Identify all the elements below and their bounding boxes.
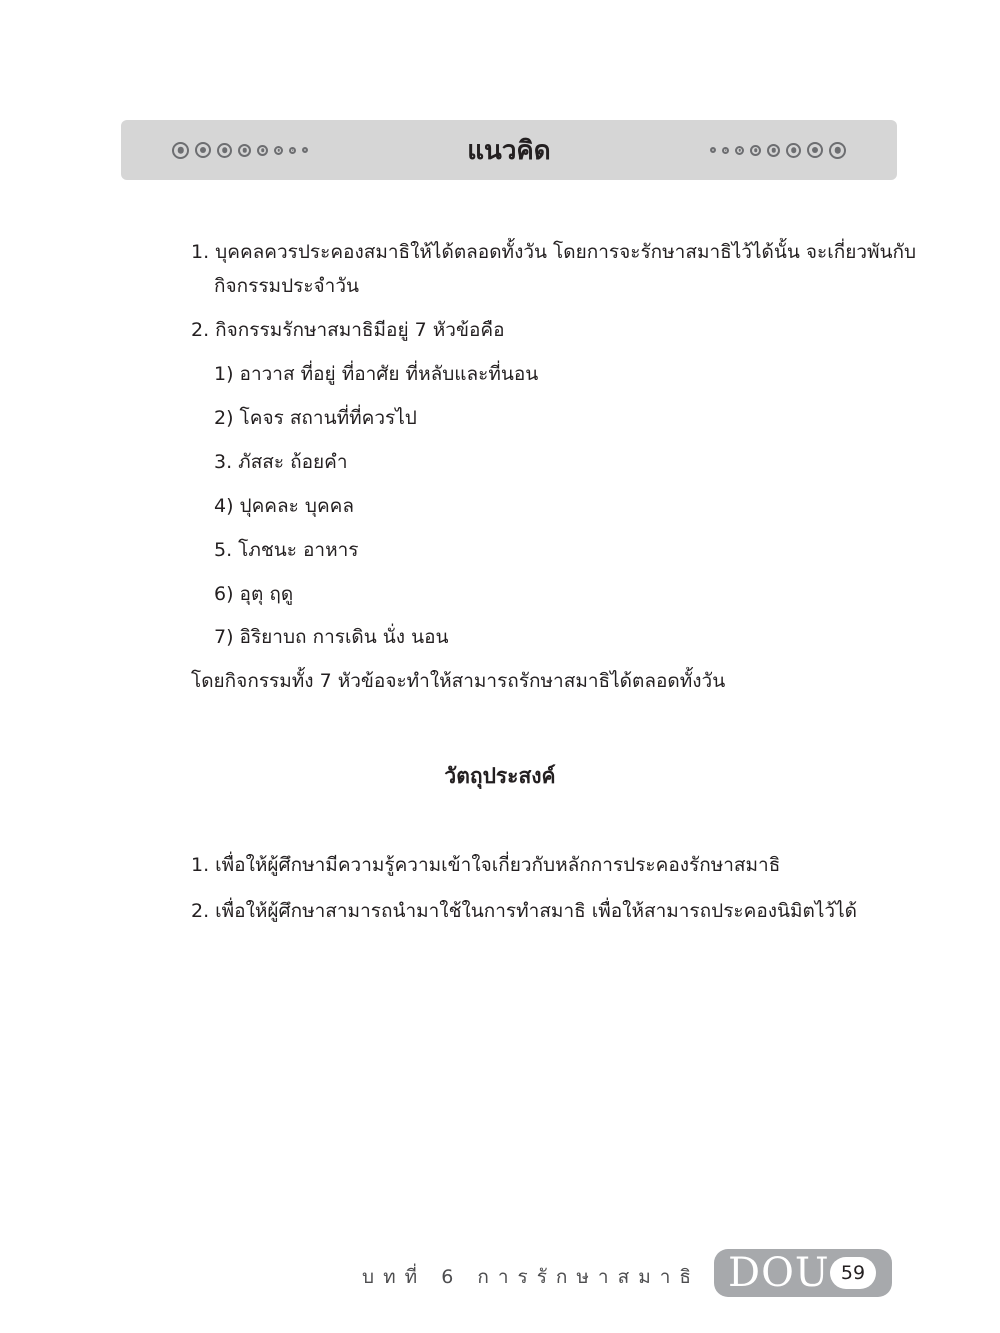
concept-subitem: 1) อาวาส ที่อยู่ ที่อาศัย ที่หลับและที่นอน: [214, 363, 539, 385]
circle-dot-icon: [786, 143, 801, 158]
concept-subitem: 6) อุตุ ฤดู: [214, 583, 294, 605]
circle-dot-icon: [829, 142, 846, 159]
page-title: แนวคิด: [467, 136, 551, 166]
circle-dot-icon: [767, 144, 780, 157]
circle-dot-icon: [735, 146, 744, 155]
footer-chapter-title: บทที่ 6 การรักษาสมาธิ: [362, 1266, 700, 1288]
concept-item-2: 2. กิจกรรมรักษาสมาธิมีอยู่ 7 หัวข้อคือ: [191, 319, 505, 341]
concept-subitem: 3. ภัสสะ ถ้อยคำ: [214, 451, 348, 473]
header-banner: [121, 120, 897, 180]
circle-dot-icon: [750, 145, 761, 156]
circle-dot-icon: [807, 142, 823, 158]
concept-subitem: 7) อิริยาบถ การเดิน นั่ง นอน: [214, 626, 449, 648]
objective-item: 1. เพื่อให้ผู้ศึกษามีความรู้ความเข้าใจเกี่ยวกับหลักการประคองรักษาสมาธิ: [191, 854, 781, 876]
concept-subitem: 5. โภชนะ อาหาร: [214, 539, 359, 561]
objective-item: 2. เพื่อให้ผู้ศึกษาสามารถนำมาใช้ในการทำสมาธิ เพื่อให้สามารถประคองนิมิตไว้ได้: [191, 900, 857, 922]
circle-dot-icon: [722, 147, 729, 154]
concept-summary: โดยกิจกรรมทั้ง 7 หัวข้อจะทำให้สามารถรักษาสมาธิได้ตลอดทั้งวัน: [191, 670, 726, 692]
circle-dot-icon: [710, 147, 716, 153]
dou-logo: DOU: [728, 1250, 830, 1296]
concept-subitem: 2) โคจร สถานที่ที่ควรไป: [214, 407, 417, 429]
objectives-title: วัตถุประสงค์: [444, 764, 556, 788]
concept-item-1-line-2: กิจกรรมประจำวัน: [214, 275, 360, 297]
concept-subitem: 4) ปุคคละ บุคคล: [214, 495, 355, 517]
footer-badge: [714, 1249, 892, 1297]
decorative-dots-right: [707, 120, 849, 180]
concept-item-1-line-1: 1. บุคคลควรประคองสมาธิให้ได้ตลอดทั้งวัน โดยการจะรักษาสมาธิไว้ได้นั้น จะเกี่ยวพันกับ: [191, 241, 917, 263]
page-number: 59: [830, 1257, 876, 1289]
